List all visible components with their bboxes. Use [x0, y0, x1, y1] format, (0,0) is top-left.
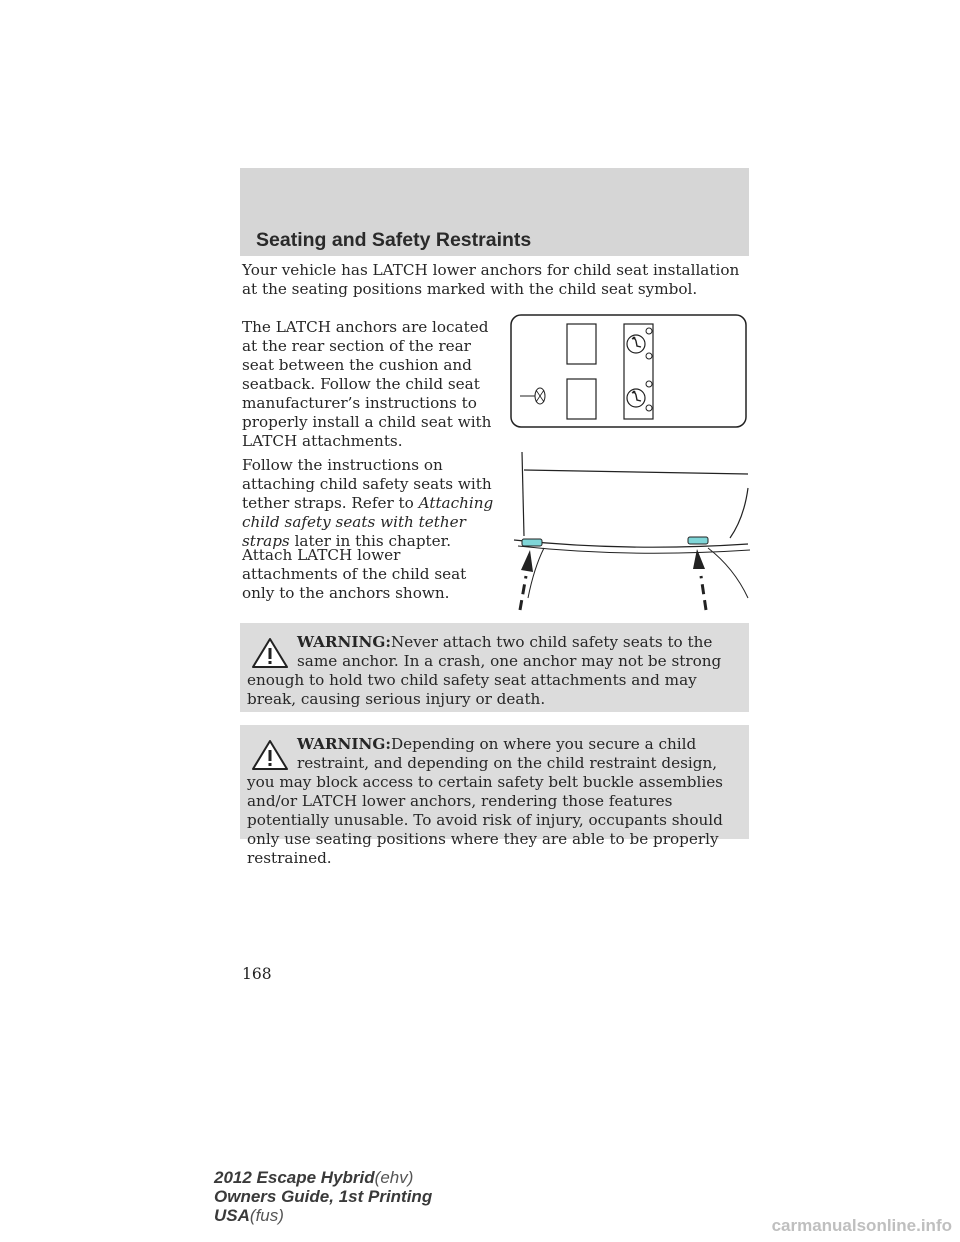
warning-box-double-anchor — [240, 623, 749, 712]
arrow-right-icon — [693, 549, 706, 610]
paragraph-tether-reference — [242, 456, 497, 551]
footer-edition: Owners Guide, 1st Printing — [214, 1187, 433, 1206]
warning-triangle-icon — [251, 739, 289, 771]
page-number: 168 — [242, 965, 272, 983]
warning-triangle-icon — [251, 637, 289, 669]
document-footer — [214, 1168, 432, 1225]
child-seat-icon — [627, 335, 645, 353]
watermark: carmanualsonline.info — [771, 1216, 952, 1235]
latch-anchor-left — [522, 539, 542, 546]
child-seat-icon — [627, 389, 645, 407]
tether-ref-post: later in this chapter. — [294, 532, 452, 550]
seat-layout-diagram — [510, 312, 750, 430]
footer-market: USA — [214, 1206, 250, 1225]
tether-ref-pre: Follow the instructions on attaching child safety seats with tether straps. Refer to — [242, 456, 492, 512]
warning-label: WARNING: — [297, 633, 391, 651]
tether-ref-link[interactable]: Attaching child safety seats with tether straps — [242, 494, 494, 550]
footer-model: 2012 Escape Hybrid — [214, 1168, 375, 1187]
latch-anchor-illustration — [508, 448, 752, 616]
footer-market-code: (fus) — [249, 1206, 284, 1225]
paragraph-latch-intro: Your vehicle has LATCH lower anchors for child seat installation at the seating positions marked with the child seat symbol. — [242, 261, 740, 298]
warning-box-access — [240, 725, 749, 867]
latch-anchor-right — [688, 537, 708, 544]
warning-text: Depending on where you secure a child restraint, and depending on the child restraint design, you may block access to certain safety belt buckle assemblies and/or LATCH lower anchors, rendering those features potentially unusable. To avoid risk of injury, occupants should only use seating positions where they are able to be properly restrained. — [247, 735, 723, 867]
arrow-left-icon — [520, 550, 533, 610]
section-header — [240, 168, 749, 256]
paragraph-attach-instruction: Attach LATCH lower attachments of the child seat only to the anchors shown. — [242, 546, 467, 602]
section-title: Seating and Safety Restraints — [256, 229, 532, 251]
warning-label: WARNING: — [297, 735, 391, 753]
footer-model-code: (ehv) — [374, 1168, 414, 1187]
warning-text: Never attach two child safety seats to the same anchor. In a crash, one anchor may not be strong enough to hold two child safety seat attachments and may break, causing serious injury or death. — [247, 633, 722, 708]
paragraph-anchor-location: The LATCH anchors are located at the rear section of the rear seat between the cushion and seatback. Follow the child seat manufacturer’s instructions to properly install a child seat with LATCH attachments. — [242, 318, 492, 450]
